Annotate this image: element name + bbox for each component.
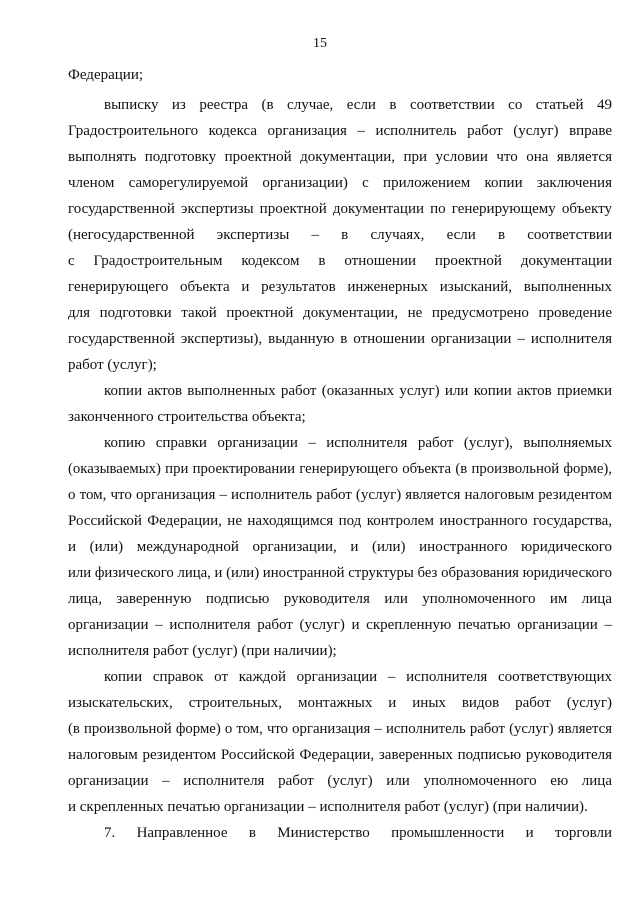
text-line: о том, что организация – исполнитель работ (услуг) является налоговым резидентом [68,487,612,503]
text-line: Федерации; [68,67,144,83]
text-line: государственной экспертизы проектной документации по генерирующему объекту [68,201,612,217]
text-line: (негосударственной экспертизы – в случаях, если в соответствии [68,227,612,243]
text-line: и (или) международной организации, и (или) иностранного юридического [68,539,612,555]
text-line: членом саморегулируемой организации) с приложением копии заключения [68,175,612,191]
text-line: с Градостроительным кодексом в отношении проектной документации [68,253,612,269]
text-line: для подготовки такой проектной документации, не предусмотрено проведение [68,305,612,321]
text-line: выполнять подготовку проектной документации, при условии что она является [68,149,612,165]
text-line: законченного строительства объекта; [68,409,306,425]
text-line: организации – исполнителя работ (услуг) или уполномоченного ею лица [68,773,612,789]
text-line: изыскательских, строительных, монтажных и иных видов работ (услуг) [68,695,612,711]
text-line: копии актов выполненных работ (оказанных услуг) или копии актов приемки [104,383,612,399]
text-line: копии справок от каждой организации – исполнителя соответствующих [104,669,612,685]
text-line: работ (услуг); [68,357,157,373]
text-line: или физического лица, и (или) иностранной структуры без образования юридического [68,565,612,581]
text-line: копию справки организации – исполнителя работ (услуг), выполняемых [104,435,612,451]
page-number: 15 [313,36,327,51]
text-line: лица, заверенную подписью руководителя или уполномоченного им лица [68,591,612,607]
text-line: Градостроительного кодекса организация – исполнитель работ (услуг) вправе [68,123,612,139]
text-line: государственной экспертизы), выданную в отношении организации – исполнителя [68,331,612,347]
text-line: (в произвольной форме) о том, что организация – исполнитель работ (услуг) является [68,721,612,737]
text-line: и скрепленных печатью организации – исполнителя работ (услуг) (при наличии). [68,799,588,815]
text-line: Российской Федерации, не находящимся под контролем иностранного государства, [68,513,612,529]
text-line: выписку из реестра (в случае, если в соответствии со статьей 49 [104,97,612,113]
text-line: (оказываемых) при проектировании генерирующего объекта (в произвольной форме), [68,461,612,477]
text-line: организации – исполнителя работ (услуг) и скрепленную печатью организации – [68,617,612,633]
text-line: генерирующего объекта и результатов инженерных изысканий, выполненных [68,279,612,295]
text-line: налоговым резидентом Российской Федерации, заверенных подписью руководителя [68,747,612,763]
text-line: исполнителя работ (услуг) (при наличии); [68,643,337,659]
text-line: 7. Направленное в Министерство промышленности и торговли [104,825,612,841]
